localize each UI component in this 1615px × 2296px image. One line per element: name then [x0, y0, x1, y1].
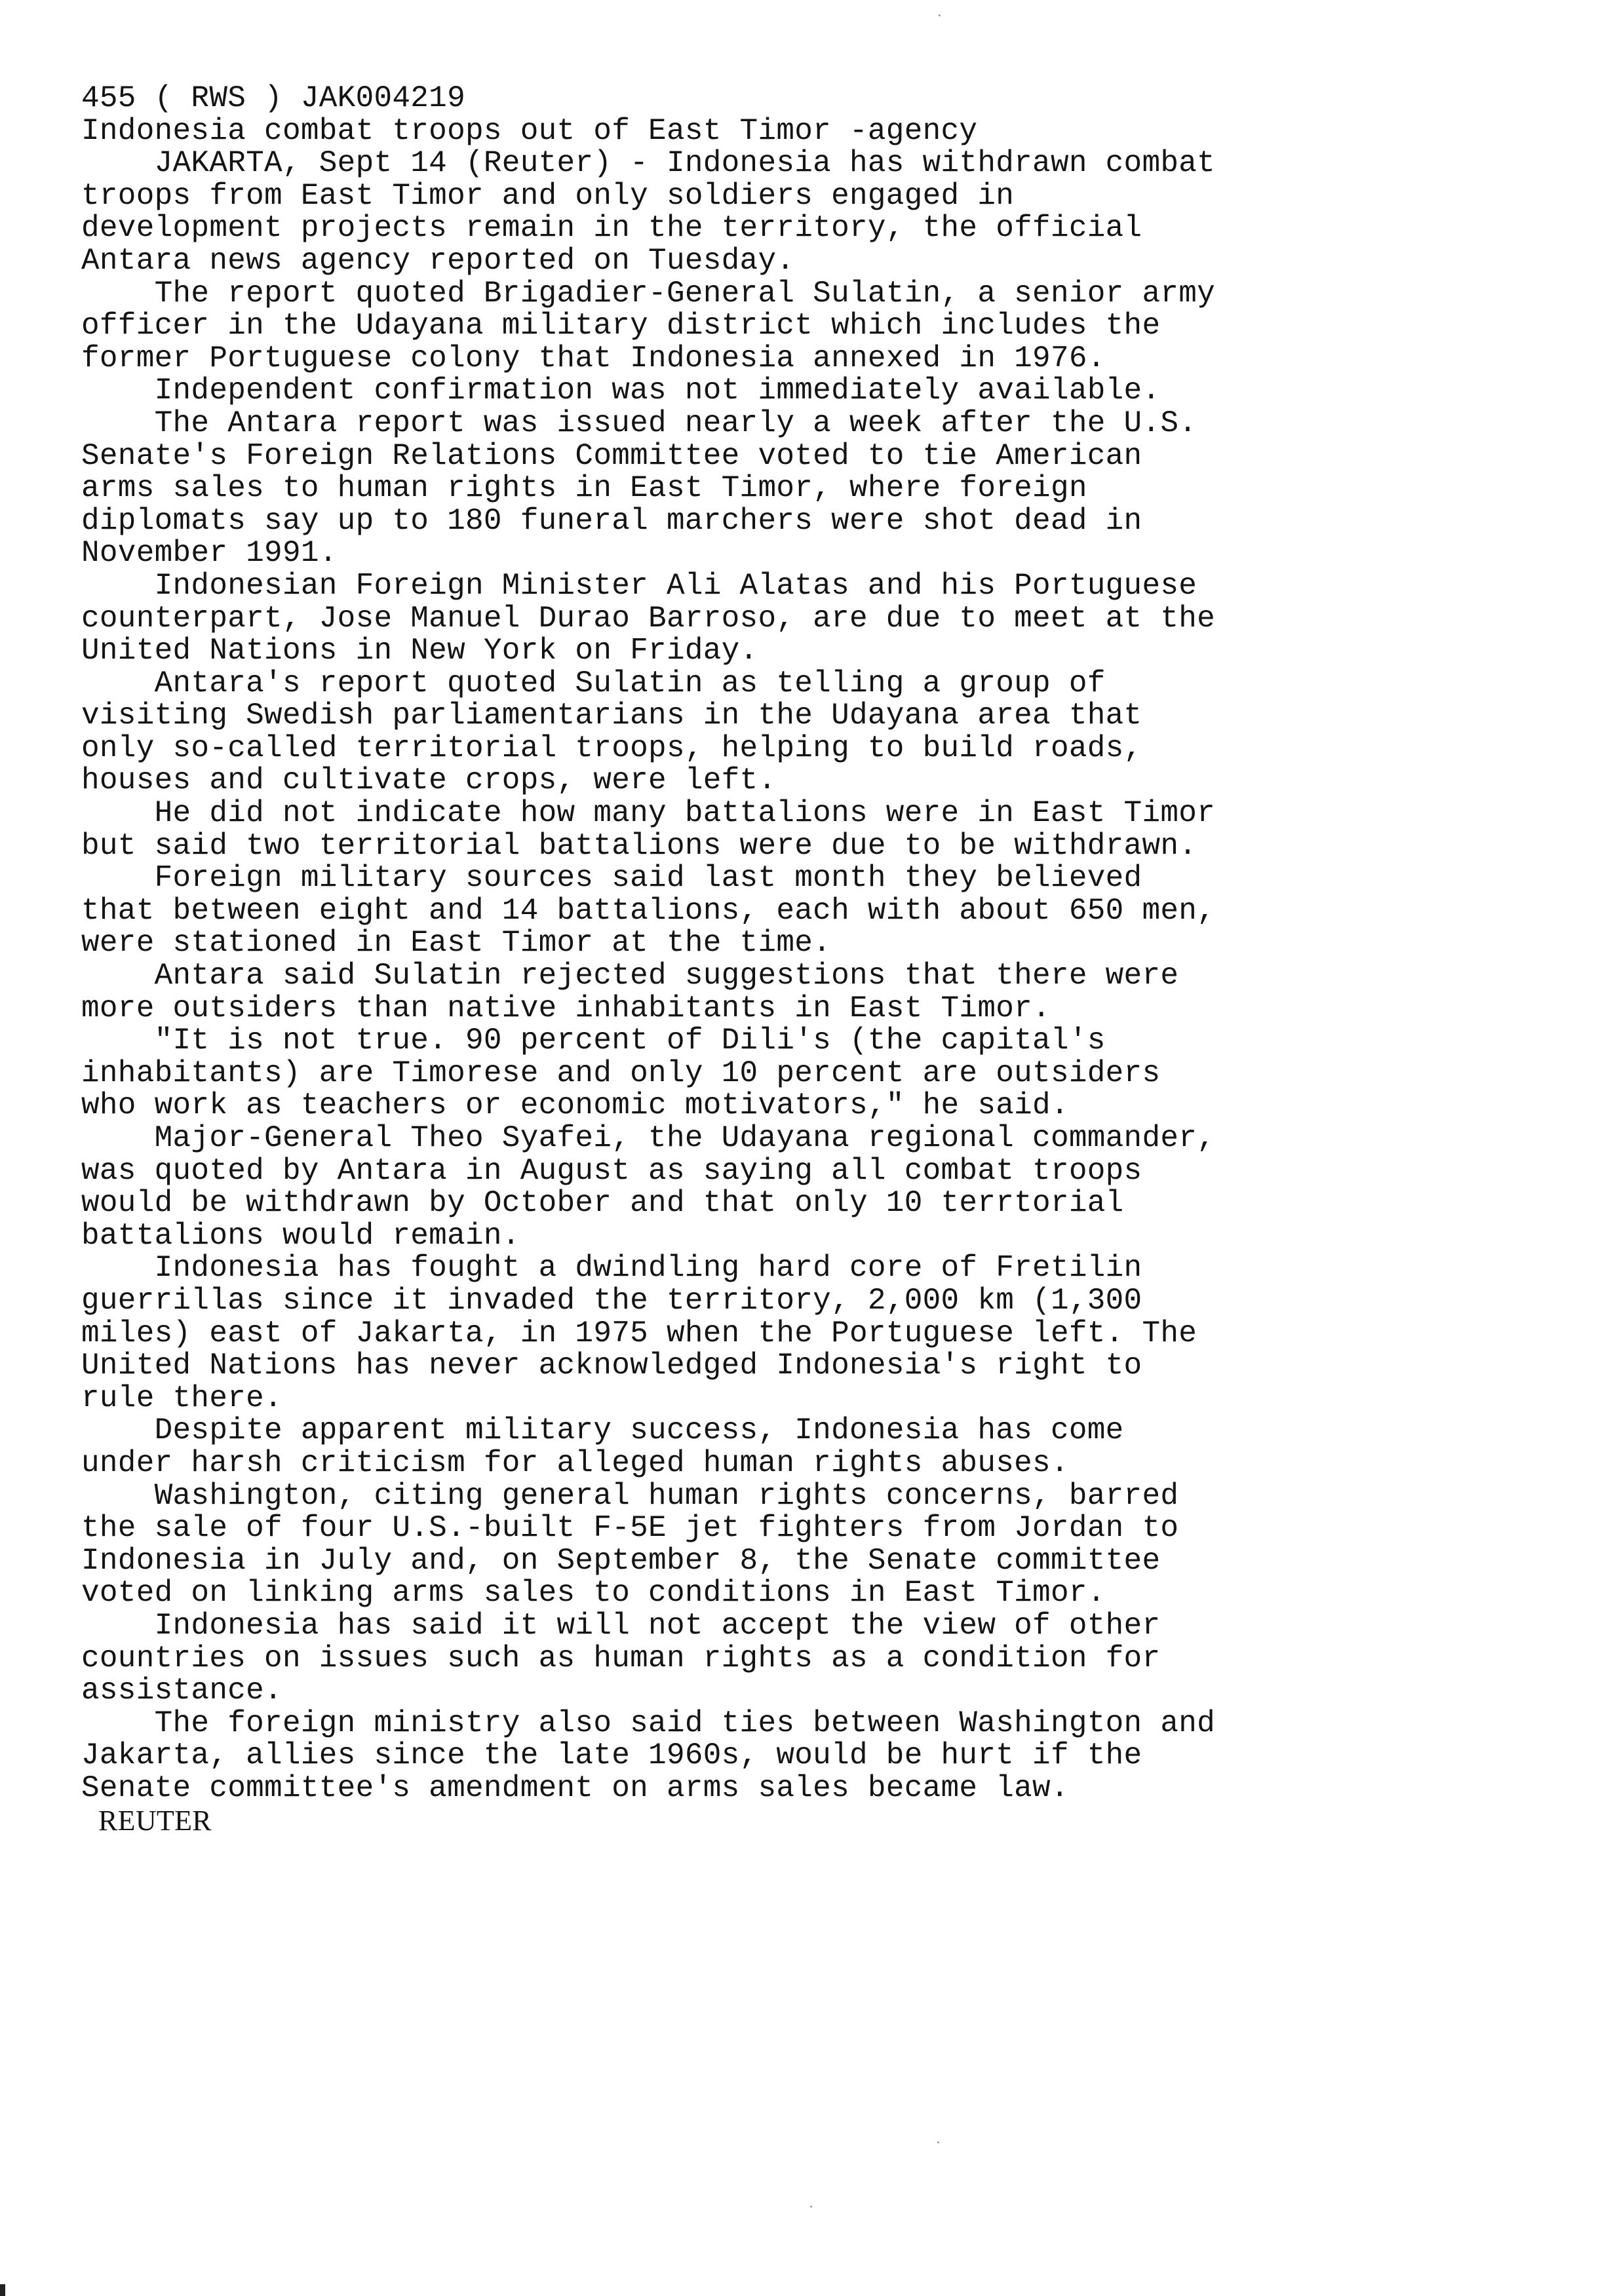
scan-speck	[810, 2206, 812, 2208]
article-line: that between eight and 14 battalions, each with about 650 men,	[81, 893, 1216, 928]
article-line: rule there.	[81, 1381, 282, 1415]
article-line: visiting Swedish parliamentarians in the Udayana area that	[81, 698, 1142, 733]
wire-header: 455 ( RWS ) JAK004219	[81, 81, 465, 115]
article-line: Despite apparent military success, Indonesia has come	[81, 1413, 1124, 1448]
article-line: but said two territorial battalions were due to be withdrawn.	[81, 828, 1197, 863]
article-line: The report quoted Brigadier-General Sulatin, a senior army	[81, 276, 1216, 311]
article-line: Antara news agency reported on Tuesday.	[81, 243, 795, 278]
article-line: assistance.	[81, 1674, 282, 1708]
article-line: were stationed in East Timor at the time.	[81, 926, 832, 961]
article-line: Senate's Foreign Relations Committee voted to tie American	[81, 438, 1142, 473]
article-line: development projects remain in the territory, the official	[81, 211, 1142, 246]
news-article	[81, 83, 1431, 1837]
scan-speck	[939, 14, 941, 16]
article-line: JAKARTA, Sept 14 (Reuter) - Indonesia has withdrawn combat	[81, 146, 1216, 181]
article-line: Foreign military sources said last month they believed	[81, 861, 1142, 896]
article-line: United Nations in New York on Friday.	[81, 634, 758, 668]
article-line: Indonesian Foreign Minister Ali Alatas and his Portuguese	[81, 568, 1197, 603]
article-line: Senate committee's amendment on arms sales became law.	[81, 1770, 1069, 1805]
scan-speck	[937, 2141, 939, 2143]
article-line: countries on issues such as human rights as a condition for	[81, 1641, 1161, 1675]
article-line: was quoted by Antara in August as saying all combat troops	[81, 1153, 1142, 1188]
article-line: miles) east of Jakarta, in 1975 when the Portuguese left. The	[81, 1316, 1197, 1350]
article-line: Indonesia has said it will not accept the view of other	[81, 1608, 1161, 1643]
article-line: November 1991.	[81, 536, 338, 571]
article-line: counterpart, Jose Manuel Durao Barroso, are due to meet at the	[81, 601, 1216, 636]
article-line: arms sales to human rights in East Timor, where foreign	[81, 471, 1087, 506]
scan-edge-mark	[0, 2284, 5, 2296]
article-line: inhabitants) are Timorese and only 10 percent are outsiders	[81, 1056, 1161, 1090]
article-line: officer in the Udayana military district which includes the	[81, 309, 1161, 343]
article-signoff: REUTER	[98, 1805, 212, 1837]
article-line: more outsiders than native inhabitants in East Timor.	[81, 991, 1051, 1025]
article-line: who work as teachers or economic motivators," he said.	[81, 1088, 1069, 1123]
article-line: only so-called territorial troops, helping to build roads,	[81, 731, 1142, 765]
article-headline: Indonesia combat troops out of East Timor -agency	[81, 113, 978, 148]
article-line: guerrillas since it invaded the territory, 2,000 km (1,300	[81, 1283, 1142, 1318]
article-line: battalions would remain.	[81, 1218, 520, 1253]
article-line: voted on linking arms sales to conditions in East Timor.	[81, 1576, 1106, 1611]
article-line: The Antara report was issued nearly a week after the U.S.	[81, 406, 1197, 440]
article-line: Indonesia has fought a dwindling hard core of Fretilin	[81, 1251, 1142, 1286]
article-line: Antara's report quoted Sulatin as telling a group of	[81, 666, 1106, 700]
article-line: Indonesia in July and, on September 8, the Senate committee	[81, 1543, 1161, 1578]
article-line: Antara said Sulatin rejected suggestions that there were	[81, 959, 1179, 993]
article-line: troops from East Timor and only soldiers engaged in	[81, 178, 1015, 213]
article-line: houses and cultivate crops, were left.	[81, 763, 777, 798]
article-line: United Nations has never acknowledged Indonesia's right to	[81, 1349, 1142, 1383]
article-line: Jakarta, allies since the late 1960s, would be hurt if the	[81, 1738, 1142, 1773]
article-line: The foreign ministry also said ties between Washington and	[81, 1706, 1216, 1740]
article-line: Independent confirmation was not immediately available.	[81, 373, 1161, 408]
article-line: the sale of four U.S.-built F-5E jet fighters from Jordan to	[81, 1511, 1179, 1546]
article-line: Washington, citing general human rights concerns, barred	[81, 1478, 1179, 1513]
article-line: "It is not true. 90 percent of Dili's (the capital's	[81, 1024, 1106, 1058]
article-line: Major-General Theo Syafei, the Udayana regional commander,	[81, 1121, 1216, 1155]
article-line: He did not indicate how many battalions were in East Timor	[81, 796, 1216, 831]
article-line: former Portuguese colony that Indonesia annexed in 1976.	[81, 341, 1106, 375]
article-line: diplomats say up to 180 funeral marchers were shot dead in	[81, 503, 1142, 538]
article-line: under harsh criticism for alleged human rights abuses.	[81, 1445, 1069, 1480]
article-line: would be withdrawn by October and that only 10 terrtorial	[81, 1186, 1124, 1221]
article-body	[81, 147, 1431, 1805]
